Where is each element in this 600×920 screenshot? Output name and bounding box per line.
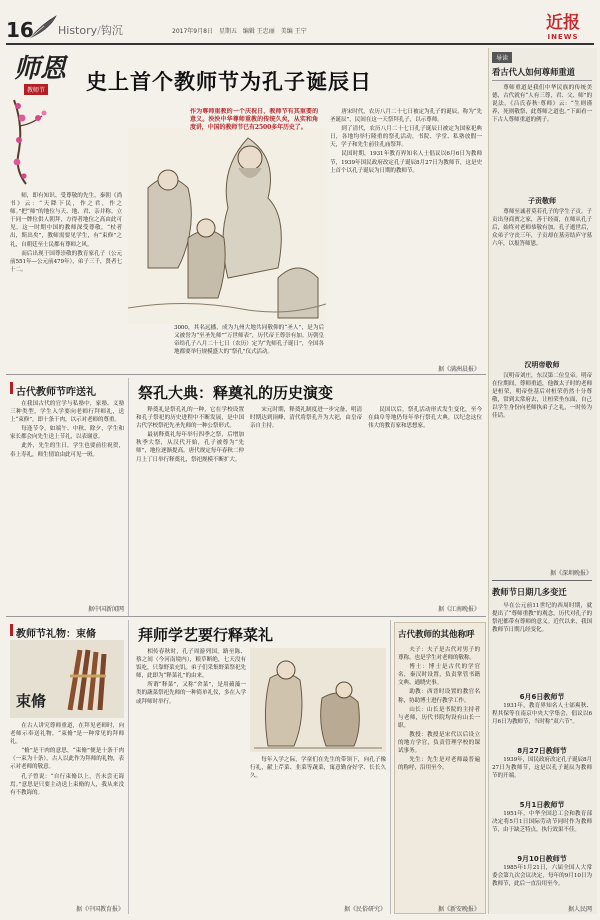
intro-box: 作为尊师重教的一个庆祝日，教师节有其重要的意义。泱泱中华尊师重教的传统久矣，从实和角度讲，中国的教师节已有2500多年历史了。 xyxy=(190,108,318,131)
date-4-p: 1985年1月21日，六届全国人大常委会第九次会议决定，每年的9月10日为教师节，此后一直沿用至今。 xyxy=(492,865,592,888)
feather-quill-icon xyxy=(28,14,58,40)
right-story2-p: 汉明帝刘庄，东汉第二位皇帝。明帝在位期间，尊师重道，他做太子时的老师是桓荣，明帝登基后对桓荣仍然十分尊敬，常到太常府去，让桓荣坐东面，自己以学生身份向老师执弟子之礼，一时传为佳话。 xyxy=(492,373,592,420)
right-title-2: 教师节日期几多变迁 xyxy=(492,587,567,597)
main-col2-bottom: 3000，其名远播，成为九州大地共同敬仰的“圣人”，是为后又被誉为“至圣先师”“万世师表”，历代帝王尊崇有加。历朝皇帝给孔子八月二十七日（农历）定为“先师孔子诞日”，全国各地都要举行规模盛大的“祭孔”仪式活动。 xyxy=(174,325,324,356)
issue-meta: 2017年9月8日 星期五 编辑 王忠丽 美编 王宁 xyxy=(172,28,307,35)
masthead xyxy=(530,8,596,44)
gift-item-title: 教师节礼物：束脩 xyxy=(16,629,96,640)
apprentice-p1: 相传春秋时，孔子周游列国，路至陈、蔡之间（今河南境内），粮草断绝，七天没有饭吃，只靠野菜充饥。弟子们采集野菜祭祀先师，此即为“释菜礼”的由来。 xyxy=(136,649,246,680)
right-intro-p: 尊师重道是我们中华民族的传统美德，古代就有“人有三尊，君、父、师”的说法。《吕氏春秋·尊师》云：“生则谨养，死则敬祭，此尊师之道也。”下面看一下古人尊师重道的例子。 xyxy=(492,85,592,124)
gift-title-bar xyxy=(10,382,13,394)
plum-blossom-icon xyxy=(8,96,56,186)
gift-item-p1: 在古人讲究尊师重道，在拜见老师时，向老师示奉送礼物，“束脩”是一种常见的拜师礼。 xyxy=(10,723,124,746)
right-story1-p: 尊师至诚者莫若孔子的学生子贡。子贡出身商贾之家，善于经商，在师从孔子后，始终对老师恭敬有加。孔子逝世后，众弟子守丧三年，子贡却在墓旁结庐守墓六年，以报答师恩。 xyxy=(492,209,592,248)
titles-p2: 博士：博士是古代的学官名，秦汉时设置，负责掌管书籍文典、通晓史事。 xyxy=(398,664,480,687)
right-story2 xyxy=(492,372,592,572)
student-bowing-illustration xyxy=(250,648,386,752)
titles-body xyxy=(398,646,480,902)
ritual-col2 xyxy=(250,406,362,606)
titles-p5: 教授：教授是宋代以后设立的地方学官，负责管理学校的课试事务。 xyxy=(398,731,480,755)
gift-send-title: 古代教师节咋送礼 xyxy=(16,387,96,398)
right-rule-2 xyxy=(492,580,592,581)
main-col3-p3: 民国时期，1931年教育界知名人士倡议以6月6日为教师节，1939年国民政府改定孔子诞辰8月27日为教师节，这是史上首个以孔子诞辰为日期的教师节。 xyxy=(330,151,482,174)
gift-send-p1: 在我国古代的官学与私塾中，家塾、义塾三种类型，学生入学要向老师行拜师礼，送上“束修”，即十条干肉，以示对老师的尊重。 xyxy=(10,401,124,424)
masthead-cn: 近报 xyxy=(546,13,580,33)
rule-2 xyxy=(6,616,486,617)
date-1-title: 6月6日教师节 xyxy=(519,693,565,701)
logo-big: 师恩 xyxy=(14,54,67,84)
date-4-title: 9月10日教师节 xyxy=(517,855,567,863)
date-2-title: 8月27日教师节 xyxy=(517,747,567,755)
gift-item-p2: “脩”是干肉的意思，“束脩”便是十条干肉（一束为十条），古人以此作为拜师的礼物，表示对老师的敬意。 xyxy=(10,748,124,771)
date-4-text xyxy=(492,864,592,904)
logo-small: 教师节 xyxy=(24,84,48,95)
titles-p4: 山长：山长是书院的主持者与老师，历代书院均设有山长一职。 xyxy=(398,706,480,729)
right-source-1: 据《深圳晚报》 xyxy=(549,570,592,577)
gift-item-body xyxy=(10,722,124,902)
apprentice-col2 xyxy=(250,756,386,902)
main-col1 xyxy=(10,192,122,324)
gift-send-p2: 每逢节令，如端午、中秋、除夕，学生和家长都会向先生送上节礼，以表谢意。 xyxy=(10,426,124,441)
gift-item-source: 据《中国教育报》 xyxy=(75,906,124,913)
ritual-p2: 最初释奠礼每年举行四季之祭，后增加秋季大祭，从汉代开始，孔子被尊为“先师”，地位逐渐提高。唐代规定每年春秋二仲月上丁日举行释奠礼，祭祀规模不断扩大。 xyxy=(136,432,244,463)
ritual-p3: 宋元时期，释奠礼制度进一步完备，明清时期达到顶峰，清代将祭孔升为大祀，由皇帝亲自主持。 xyxy=(250,407,362,430)
date-2-text xyxy=(492,756,592,798)
apprentice-title: 拜师学艺要行释菜礼 xyxy=(138,626,274,644)
date-3-title: 5月1日教师节 xyxy=(519,801,565,809)
right-story1-title: 子贡敬师 xyxy=(528,197,556,205)
titles-p1: 夫子：夫子是古代对男子的尊称，也是学生对老师的敬称。 xyxy=(398,647,480,662)
right-title-1: 看古代人如何尊师重道 xyxy=(492,67,575,77)
section-cn: 钩沉 xyxy=(100,24,123,37)
right-source-2: 据人民网 xyxy=(567,906,592,913)
right-rule-1 xyxy=(492,80,592,81)
apprentice-col1 xyxy=(136,648,246,902)
vrule-left xyxy=(128,378,129,616)
right-tag: 导读 xyxy=(492,52,512,63)
main-col1-p2: 而后出现于国尊崇敬的教育家孔子（公元前551年—公元前479年），弟子三千，贤者七十二。 xyxy=(10,250,122,273)
ritual-col3 xyxy=(368,406,482,596)
right-history-intro-p: 早在公元前11世纪的西周时期，就提出了“尊师重教”的观念，历代对孔子的祭祀都带有尊师的意义。近代以来，我国教师节日期几经变化。 xyxy=(492,603,592,634)
apprentice-source: 据《民俗研究》 xyxy=(343,906,386,913)
right-intro xyxy=(492,84,592,194)
ritual-p4: 民国以后，祭孔活动形式发生变化，至今在曲阜等地仍每年举行祭孔大典，以纪念这位伟大的教育家和思想家。 xyxy=(368,407,482,430)
gift-item-p3: 孔子曾说：“自行束脩以上，吾未尝无诲焉。”意思是只要主动送上束脩的人，我从来没有不教诲的。 xyxy=(10,773,124,796)
titles-p3: 助教：西晋时设置的教官名称，协助博士进行教学工作。 xyxy=(398,689,480,704)
main-col3-p1: 唐宋时代，农历八月二十七日被定为孔子的诞辰，称为“先圣诞辰”，民间在这一天祭拜孔子，以示尊师。 xyxy=(330,109,482,124)
section-label: History/钩沉 xyxy=(58,24,123,37)
main-headline: 史上首个教师节为孔子诞辰日 xyxy=(86,70,372,94)
masthead-en: INEWS xyxy=(547,33,579,41)
titles-source: 据《新安晚报》 xyxy=(437,906,480,913)
date-3-text xyxy=(492,810,592,852)
main-col3 xyxy=(330,108,482,364)
apprentice-p2: 所谓“释菜”，又称“舍菜”，是用蘋藻一类的蔬菜祭祀先师的一种简单礼仪，多在入学或拜师时举行。 xyxy=(136,682,246,705)
page-number: 16 xyxy=(6,18,34,42)
vrule-left-2 xyxy=(128,620,129,914)
main-col3-p2: 到了清代，农历八月二十七日孔子诞辰日被定为国家祀典日，各地均举行隆重的祭孔活动，书院、学堂、私塾放假一天，学子和先生前往孔庙祭拜。 xyxy=(330,126,482,149)
ritual-source: 据《江南晚报》 xyxy=(437,606,480,613)
right-history-intro xyxy=(492,602,592,690)
date-3-p: 1951年，中华全国总工会和教育部决定将5月1日国际劳动节同时作为教师节，由于缺乏特点，执行效果不佳。 xyxy=(492,811,592,834)
date-2-p: 1939年，国民政府改定孔子诞辰8月27日为教师节，这是以孔子诞辰为教师节的开端。 xyxy=(492,757,592,780)
gift-send-body xyxy=(10,400,124,608)
right-story1 xyxy=(492,208,592,356)
main-col1-p1: 师，即有知识、受尊敬的先生。秦朝《尚书》云：“天降下民，作之君，作之师。”把“师”的地位与天、地、君、亲并称。立于同一牌位供人朝拜，方得者地位之高由此可见。这一时期中国的教师深受尊敬，“杖者出，斯出矣”，教师需要见学生，有“束修”之礼，自朝廷至士民都有尊师之风。 xyxy=(10,193,122,248)
main-source: 据《满洲晨报》 xyxy=(437,366,480,373)
titles-title: 古代教师的其他称呼 xyxy=(398,630,475,640)
section-en: History xyxy=(58,24,98,37)
ritual-p1: 释奠礼是祭孔礼的一种，它在学校设置和孔子祭祀的历史进程中不断发展，是中国古代学校祭祀先圣先师的一种公祭形式。 xyxy=(136,407,244,430)
gift-send-p3: 此外，先生的生日，学生也要前往祝贺，奉上寿礼，师生情谊由此可见一斑。 xyxy=(10,443,124,458)
gift-item-title-bar xyxy=(10,624,13,636)
ritual-col1 xyxy=(136,406,244,606)
vrule-center xyxy=(390,620,391,914)
date-1-text xyxy=(492,702,592,744)
titles-p6: 先生：先生是对老师最普遍的称呼，沿用至今。 xyxy=(398,757,480,772)
gift-send-source: 据中国新闻网 xyxy=(87,606,124,613)
apprentice-p3: 每年入学之际，学童们在先生的带领下，向孔子像行礼，献上芹菜、韭菜等蔬菜，寓意勤奋好学、长长久久。 xyxy=(250,757,386,780)
gift-item-label: 束脩 xyxy=(16,692,47,710)
rule-1 xyxy=(6,374,486,375)
header-rule xyxy=(6,43,594,45)
right-story2-title: 汉明帝敬师 xyxy=(524,361,560,369)
date-1-p: 1931年，教育界知名人士邰爽秋、程其保等在南京中央大学集会，倡议以6月6日为教师节，当时称“双六节”。 xyxy=(492,703,592,726)
ritual-title: 祭孔大典：释奠礼的历史演变 xyxy=(138,384,334,402)
